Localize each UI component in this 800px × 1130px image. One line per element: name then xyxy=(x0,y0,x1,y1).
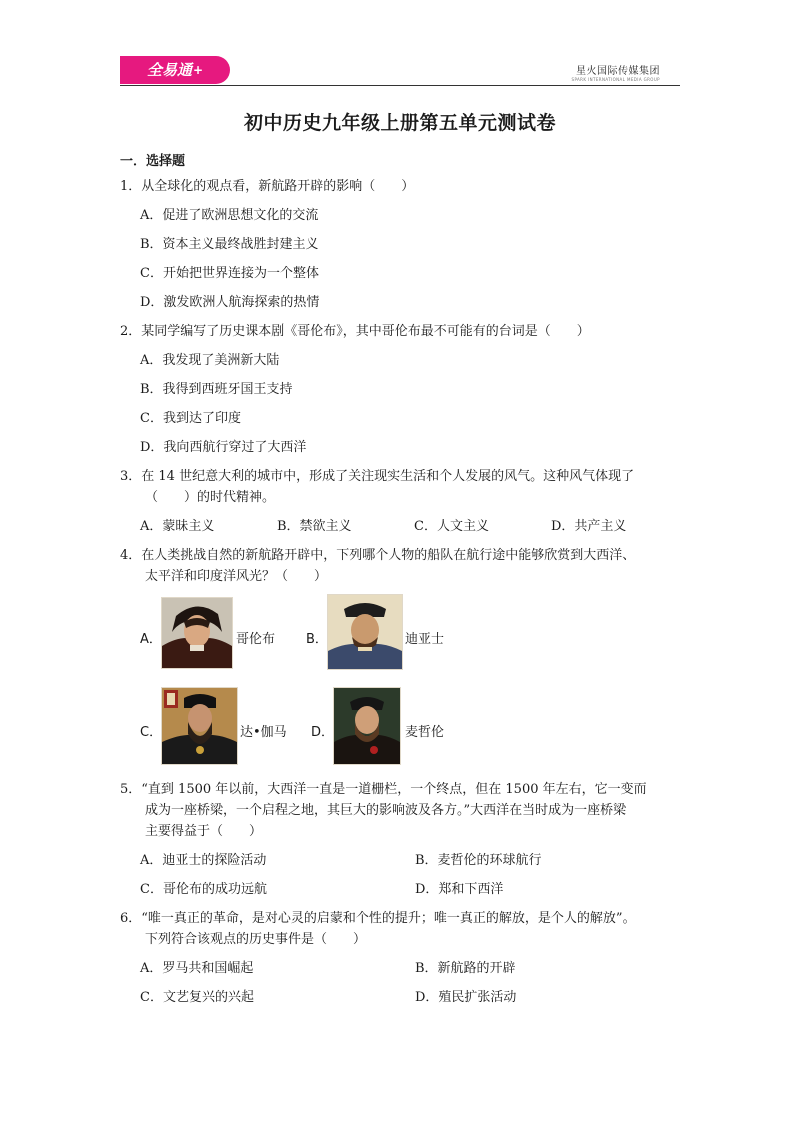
q3-option-a[interactable]: A．蒙昧主义 xyxy=(140,519,215,534)
q2-stem: 2．某同学编写了历史课本剧《哥伦布》，其中哥伦布最不可能有的台词是（ ） xyxy=(120,324,590,339)
q1-option-d[interactable]: D．激发欧洲人航海探索的热情 xyxy=(140,295,320,310)
q3-stem-line2: （ ）的时代精神。 xyxy=(145,490,276,505)
magellan-portrait[interactable] xyxy=(333,687,401,765)
q5-option-c[interactable]: C．哥伦布的成功远航 xyxy=(140,882,267,897)
q6-option-a[interactable]: A．罗马共和国崛起 xyxy=(140,961,254,976)
q4-option-d-letter[interactable]: D． xyxy=(311,725,335,740)
q1-option-b[interactable]: B．资本主义最终战胜封建主义 xyxy=(140,237,319,252)
q6-option-c[interactable]: C．文艺复兴的兴起 xyxy=(140,990,254,1005)
q1-option-c[interactable]: C．开始把世界连接为一个整体 xyxy=(140,266,319,281)
q1-option-a[interactable]: A．促进了欧洲思想文化的交流 xyxy=(140,208,319,223)
q4-option-a-name: 哥伦布 xyxy=(236,632,276,647)
columbus-portrait[interactable] xyxy=(161,597,233,669)
q4-stem-line2: 太平洋和印度洋风光？（ ） xyxy=(145,569,328,584)
q3-option-d[interactable]: D．共产主义 xyxy=(551,519,627,534)
q4-option-b-name: 迪亚士 xyxy=(405,632,445,647)
q4-stem-line1: 4．在人类挑战自然的新航路开辟中，下列哪个人物的船队在航行途中能够欣赏到大西洋、 xyxy=(120,548,636,563)
logo-text: 全易通 xyxy=(146,61,192,79)
q4-option-c-letter[interactable]: C． xyxy=(140,725,163,740)
q5-stem-line1: 5．“直到 1500 年以前，大西洋一直是一道栅栏，一个终点，但在 1500 年左右，它一变而 xyxy=(120,782,647,797)
q4-option-c-name: 达•伽马 xyxy=(240,725,287,740)
q6-option-b[interactable]: B．新航路的开辟 xyxy=(415,961,516,976)
q4-option-d-name: 麦哲伦 xyxy=(405,725,445,740)
q6-stem-line1: 6．“唯一真正的革命，是对心灵的启蒙和个性的提升；唯一真正的解放，是个人的解放”。 xyxy=(120,911,636,926)
q2-option-c[interactable]: C．我到达了印度 xyxy=(140,411,241,426)
q5-option-a[interactable]: A．迪亚士的探险活动 xyxy=(140,853,267,868)
q2-option-b[interactable]: B．我得到西班牙国王支持 xyxy=(140,382,293,397)
header-divider xyxy=(120,85,680,86)
section-heading: 一．选择题 xyxy=(120,154,186,169)
q6-option-d[interactable]: D．殖民扩张活动 xyxy=(415,990,517,1005)
q5-option-d[interactable]: D．郑和下西洋 xyxy=(415,882,504,897)
logo-plus: + xyxy=(192,63,204,77)
publisher-brand xyxy=(572,62,660,82)
q3-stem-line1: 3．在 14 世纪意大利的城市中，形成了关注现实生活和个人发展的风气。这种风气体现了 xyxy=(120,469,635,484)
da-gama-portrait[interactable] xyxy=(161,687,238,765)
publisher-subtitle: SPARK INTERNATIONAL MEDIA GROUP xyxy=(571,77,660,82)
q5-option-b[interactable]: B．麦哲伦的环球航行 xyxy=(415,853,542,868)
q1-stem: 1．从全球化的观点看，新航路开辟的影响（ ） xyxy=(120,179,415,194)
q5-stem-line2: 成为一座桥梁，一个启程之地，其巨大的影响波及各方。”大西洋在当时成为一座桥梁 xyxy=(145,803,627,818)
page-header xyxy=(120,56,680,86)
dias-portrait[interactable] xyxy=(327,594,403,670)
brand-logo xyxy=(120,56,230,84)
q6-stem-line2: 下列符合该观点的历史事件是（ ） xyxy=(145,932,367,947)
q3-option-c[interactable]: C．人文主义 xyxy=(414,519,489,534)
q3-option-b[interactable]: B．禁欲主义 xyxy=(277,519,352,534)
q2-option-d[interactable]: D．我向西航行穿过了大西洋 xyxy=(140,440,307,455)
q5-stem-line3: 主要得益于（ ） xyxy=(145,824,263,839)
q4-option-b-letter[interactable]: B． xyxy=(306,632,328,647)
q2-option-a[interactable]: A．我发现了美洲新大陆 xyxy=(140,353,280,368)
document-title: 初中历史九年级上册第五单元测试卷 xyxy=(243,112,556,134)
q4-option-a-letter[interactable]: A． xyxy=(140,632,162,647)
publisher-name: 星火国际传媒集团 xyxy=(576,66,660,77)
